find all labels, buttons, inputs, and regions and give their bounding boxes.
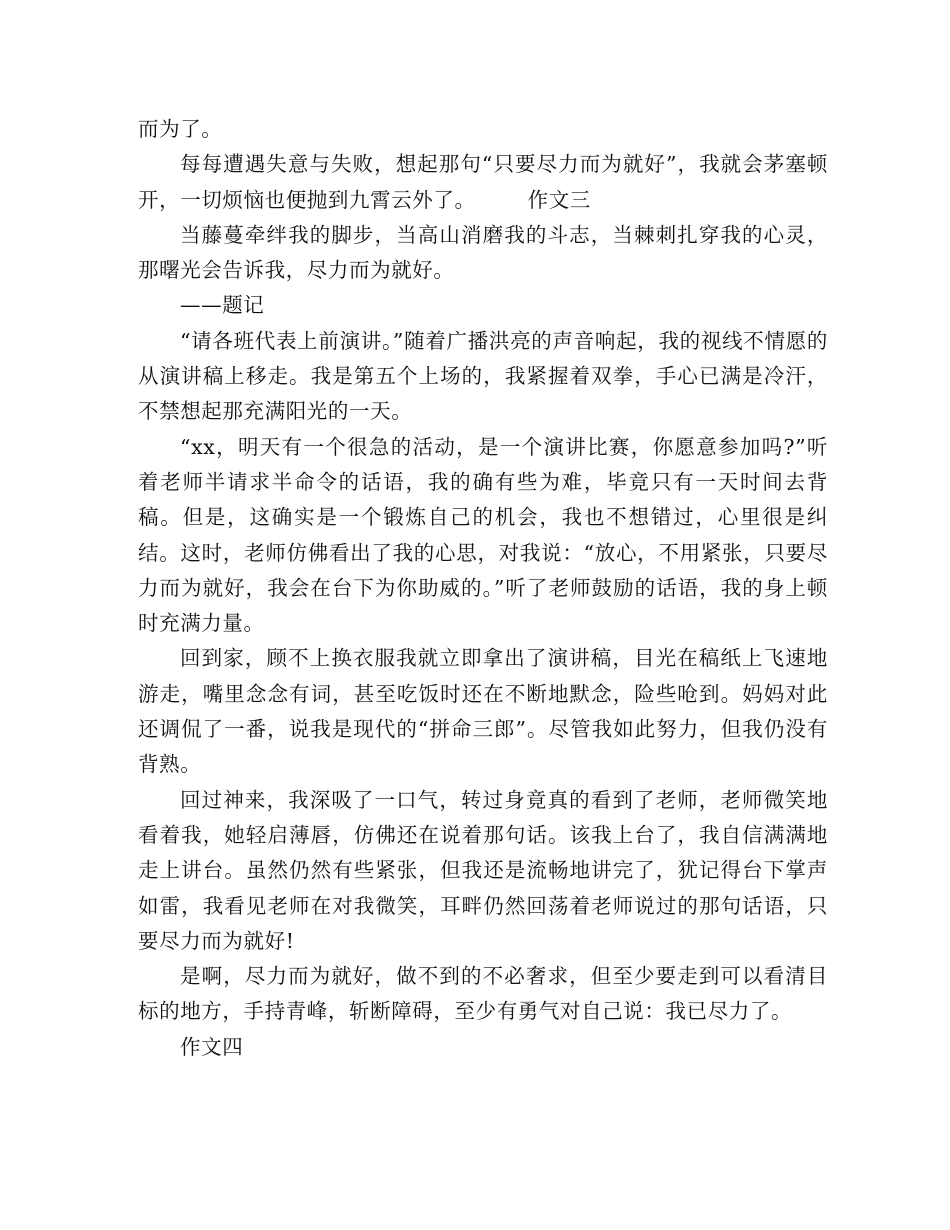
epigraph-attribution: ——题记 (180, 293, 265, 318)
paragraph-text: 每每遭遇失意与失败，想起那句“只要尽力而为就好”，我就会茅塞顿开，一切烦恼也便抛到九霄云外了。 (138, 152, 828, 212)
paragraph: 是啊，尽力而为就好，做不到的不必奢求，但至少要走到可以看清目标的地方，手持青峰，斩断障碍，至少有勇气对自己说：我已尽力了。 (138, 964, 828, 1024)
document-body (138, 112, 828, 1065)
paragraph: 回到家，顾不上换衣服我就立即拿出了演讲稿，目光在稿纸上飞速地游走，嘴里念念有词，甚至吃饭时还在不断地默念，险些呛到。妈妈对此还调侃了一番，说我是现代的“拼命三郎”。尽管我如此努力，但我仍没有背熟。 (138, 646, 828, 777)
paragraph (138, 147, 828, 218)
essay-heading: 作文四 (180, 1034, 244, 1059)
essay-heading: 作文三 (527, 187, 591, 212)
paragraph: 回过神来，我深吸了一口气，转过身竟真的看到了老师，老师微笑地看着我，她轻启薄唇，仿佛还在说着那句话。该我上台了，我自信满满地走上讲台。虽然仍然有些紧张，但我还是流畅地讲完了，犹记得台下掌声如雷，我看见老师在对我微笑，耳畔仍然回荡着老师说过的那句话语，只要尽力而为就好! (138, 787, 828, 953)
paragraph: 而为了。 (138, 117, 223, 141)
paragraph: “xx，明天有一个很急的活动，是一个演讲比赛，你愿意参加吗?”听着老师半请求半命令的话语，我的确有些为难，毕竟只有一天时间去背稿。但是，这确实是一个锻炼自己的机会，我也不想错过，心里很是纠结。这时，老师仿佛看出了我的心思，对我说：“放心，不用紧张，只要尽力而为就好，我会在台下为你助威的。”听了老师鼓励的话语，我的身上顿时充满力量。 (138, 434, 828, 636)
paragraph: “请各班代表上前演讲。”随着广播洪亮的声音响起，我的视线不情愿的从演讲稿上移走。我是第五个上场的，我紧握着双拳，手心已满是冷汗，不禁想起那充满阳光的一天。 (138, 328, 828, 424)
paragraph: 当藤蔓牵绊我的脚步，当高山消磨我的斗志，当棘刺扎穿我的心灵，那曙光会告诉我，尽力而为就好。 (138, 222, 828, 283)
